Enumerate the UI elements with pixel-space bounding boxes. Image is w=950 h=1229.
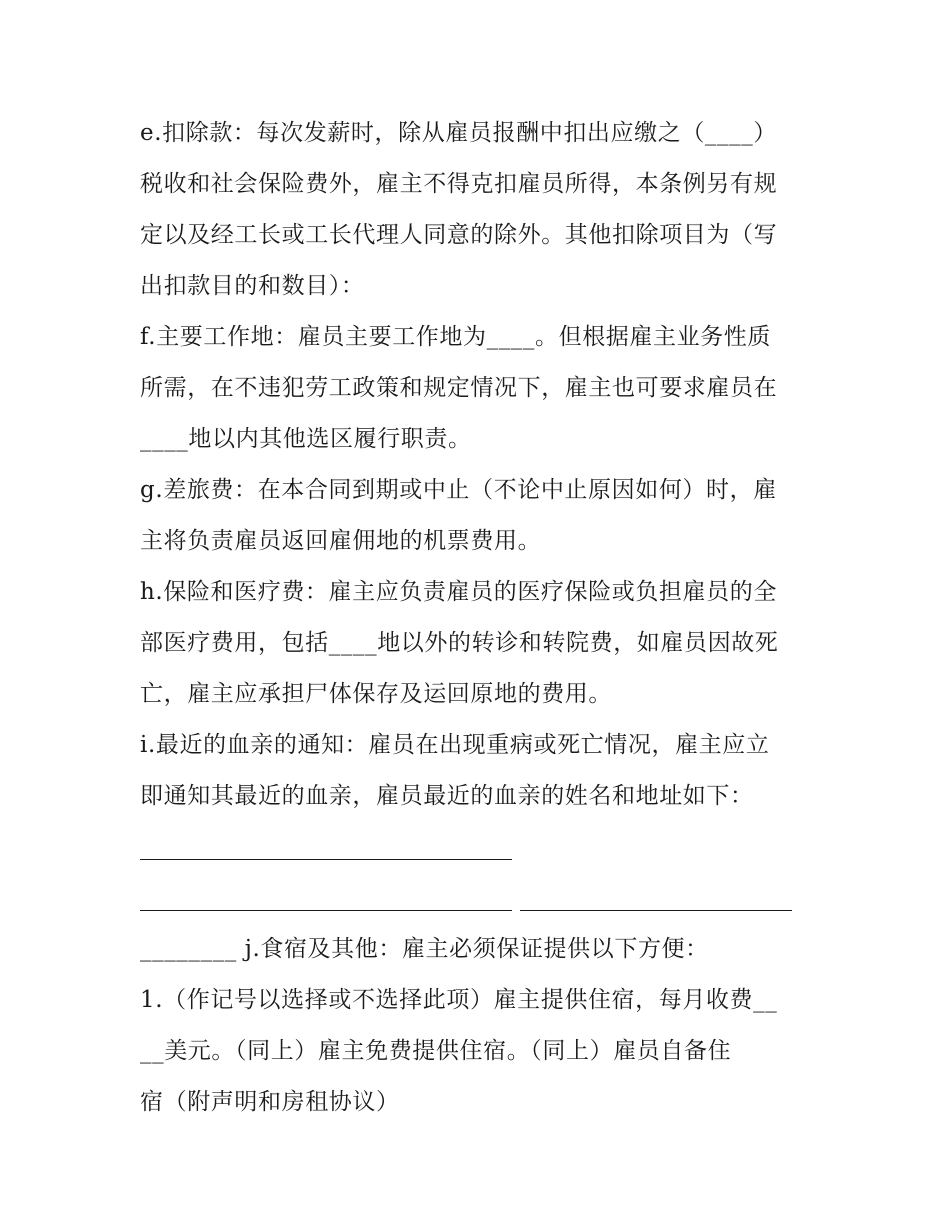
text-line-2: 税收和社会保险费外，雇主不得克扣雇员所得，本条例另有规 — [140, 171, 778, 197]
text-line-15: ________ j.食宿及其他：雇主必须保证提供以下方便： — [140, 936, 709, 962]
text-line-17: __美元。（同上）雇主免费提供住宿。（同上）雇员自备住 — [140, 1038, 732, 1064]
text-line-1: e.扣除款：每次发薪时，除从雇员报酬中扣出应缴之（____） — [140, 120, 777, 146]
text-line-16: 1.（作记号以选择或不选择此项）雇主提供住宿，每月收费__ — [140, 987, 778, 1013]
text-line-9: 主将负责雇员返回雇佣地的机票费用。 — [140, 528, 542, 554]
document-body — [140, 108, 820, 1128]
text-line-10: h.保险和医疗费：雇主应负责雇员的医疗保险或负担雇员的全 — [140, 579, 777, 605]
text-line-6: 所需，在不违犯劳工政策和规定情况下，雇主也可要求雇员在 — [140, 375, 778, 401]
text-line-12: 亡，雇主应承担尸体保存及运回原地的费用。 — [140, 681, 612, 707]
text-line-3: 定以及经工长或工长代理人同意的除外。其他扣除项目为（写 — [140, 222, 778, 248]
text-line-4: 出扣款目的和数目）： — [140, 273, 365, 299]
text-line-7: ____地以内其他选区履行职责。 — [140, 426, 472, 452]
text-line-5: f.主要工作地：雇员主要工作地为____。但根据雇主业务性质 — [140, 324, 772, 350]
blank-rule-row-2 — [140, 873, 820, 924]
text-line-14: 即通知其最近的血亲，雇员最近的血亲的姓名和地址如下： — [140, 783, 754, 809]
text-line-11: 部医疗费用，包括____地以外的转诊和转院费，如雇员因故死 — [140, 630, 779, 656]
text-line-8: g.差旅费：在本合同到期或中止（不论中止原因如何）时，雇 — [140, 477, 777, 503]
blank-rule-row-1 — [140, 822, 820, 873]
blank-rule — [140, 910, 512, 911]
text-line-13: i.最近的血亲的通知：雇员在出现重病或死亡情况，雇主应立 — [140, 732, 770, 758]
blank-rule — [520, 910, 792, 911]
text-line-18: 宿（附声明和房租协议） — [140, 1089, 400, 1115]
blank-rule — [140, 859, 512, 860]
